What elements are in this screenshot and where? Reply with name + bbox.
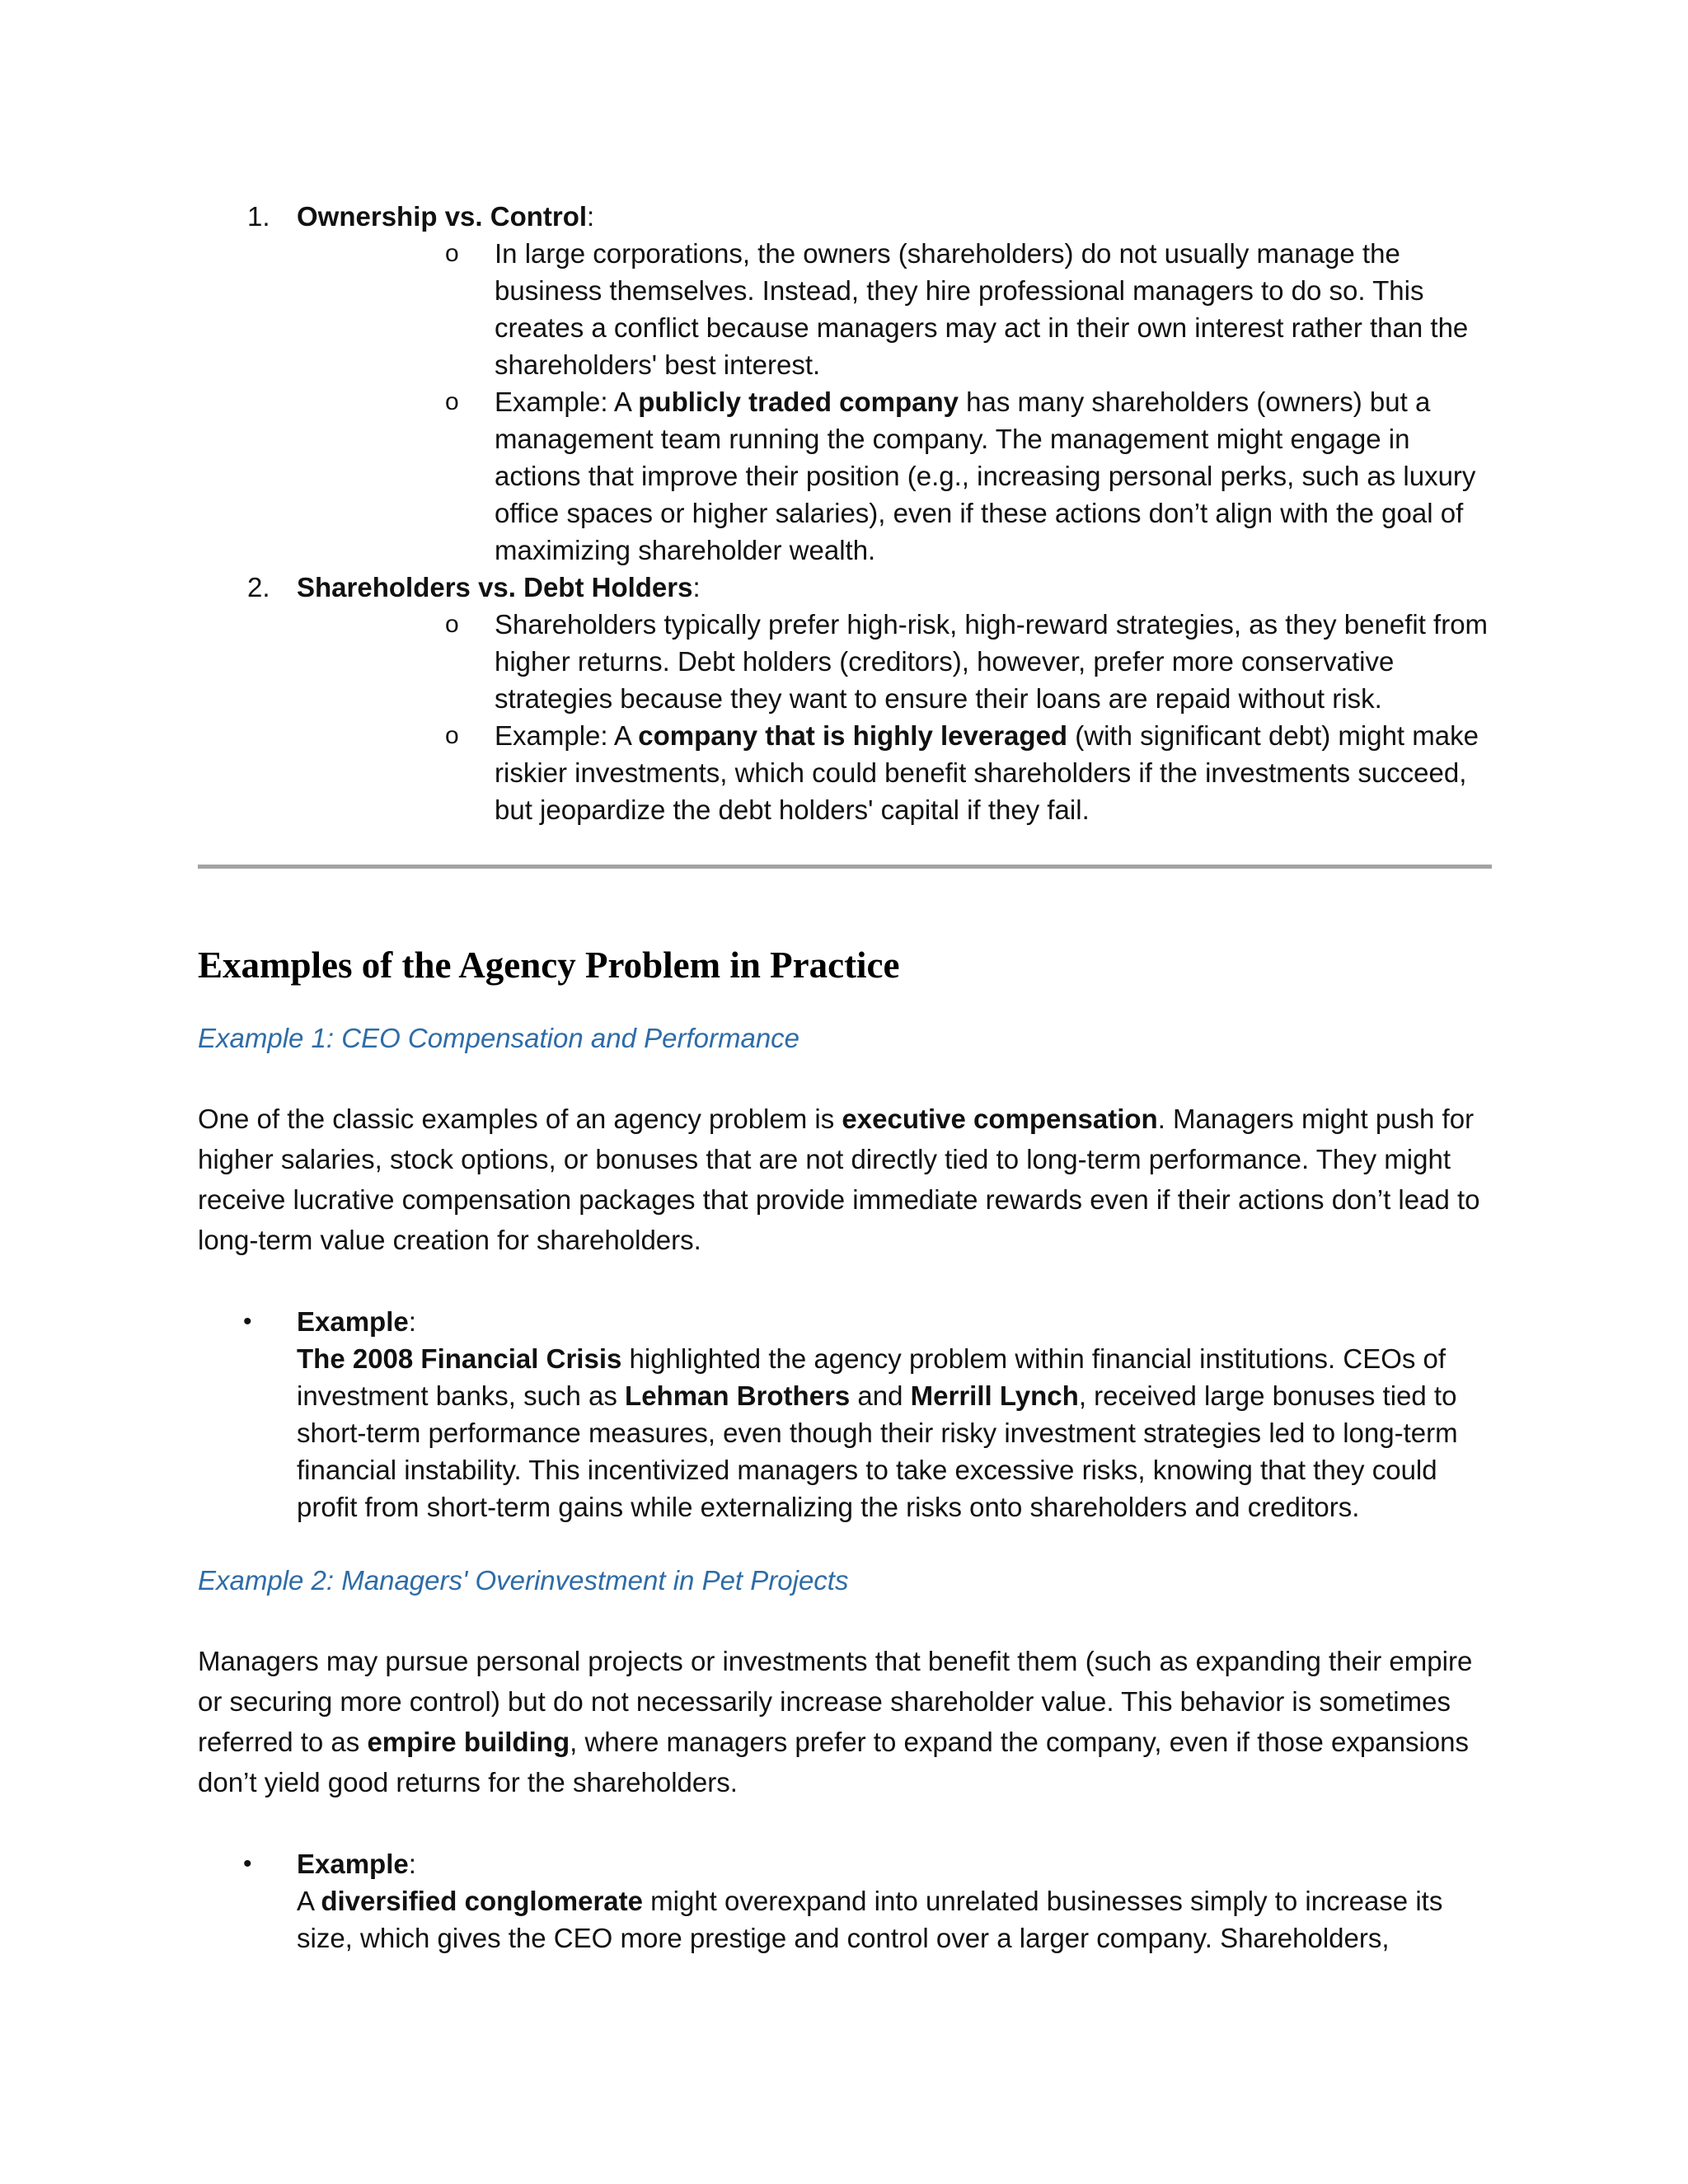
sub-list (297, 235, 1492, 569)
paragraph-bold: empire building (367, 1727, 570, 1757)
sub-item-text: has many shareholders (owners) but a management team running the company. The management might engage in actions that improve their position (e.g., increasing personal perks, such as luxury office spaces or higher salaries), even if these actions don’t align with the goal of maximizing shareholder wealth. (495, 387, 1476, 565)
sub-list (297, 606, 1492, 828)
bullet-bold: The 2008 Financial Crisis (297, 1343, 622, 1374)
bullet-body (297, 1340, 1492, 1526)
sub-item-text: Example: A (495, 387, 639, 417)
list-item-ownership-vs-control (198, 198, 1492, 569)
sub-item-bold: company that is highly leveraged (638, 720, 1068, 751)
sub-list-item (297, 235, 1492, 383)
circle-bullet-icon: o (445, 240, 459, 267)
bullet-label: Example (297, 1849, 409, 1879)
example-1-bullet-list (198, 1303, 1492, 1526)
paragraph-bold: executive compensation (842, 1104, 1158, 1134)
example-2-paragraph (198, 1641, 1492, 1802)
bullet-label-colon: : (408, 1849, 416, 1879)
example-1-heading: Example 1: CEO Compensation and Performance (198, 1023, 800, 1053)
bullet-label: Example (297, 1306, 409, 1337)
example-1-paragraph (198, 1099, 1492, 1260)
example-2-bullet-list (198, 1845, 1492, 1957)
bullet-text: A (297, 1886, 321, 1916)
paragraph-text: Managers may pursue personal projects or investments that benefit them (such as expanding their empire or securing more control) but do not necessarily increase shareholder value. This behavior is sometimes referred to as (198, 1646, 1473, 1757)
example-2-heading: Example 2: Managers' Overinvestment in Pet Projects (198, 1565, 849, 1596)
bullet-item (198, 1303, 1492, 1526)
list-item-title: Ownership vs. Control (297, 201, 588, 232)
list-item-title: Shareholders vs. Debt Holders (297, 572, 693, 602)
sub-list-item (297, 606, 1492, 717)
list-item-colon: : (587, 201, 595, 232)
circle-bullet-icon: o (445, 722, 459, 749)
sub-item-text: In large corporations, the owners (shareholders) do not usually manage the business themselves. Instead, they hire professional managers to do so. This creates a conflict because managers may act in their own interest rather than the shareholders' best interest. (495, 238, 1469, 380)
list-number: 2. (247, 572, 270, 602)
list-item-colon: : (692, 572, 701, 602)
bullet-text: , received large bonuses tied to short-term performance measures, even though their risky investment strategies led to long-term financial instability. This incentivized managers to take excessive risks, knowing that they could profit from short-term gains while externalizing the risks onto shareholders and creditors. (297, 1380, 1458, 1522)
sub-item-text: Shareholders typically prefer high-risk, high-reward strategies, as they benefit from higher returns. Debt holders (creditors), however, prefer more conservative strategies because they want to ensure their loans are repaid without risk. (495, 609, 1489, 714)
circle-bullet-icon: o (445, 611, 459, 638)
bullet-text: highlighted the agency problem within financial institutions. CEOs of investment banks, such as (297, 1343, 1447, 1411)
section-heading: Examples of the Agency Problem in Practice (198, 944, 900, 986)
paragraph-text: . Managers might push for higher salaries, stock options, or bonuses that are not directly tied to long-term performance. They might receive lucrative compensation packages that provide immediate rewards even if their actions don’t lead to long-term value creation for shareholders. (198, 1104, 1480, 1255)
sub-list-item (297, 383, 1492, 569)
circle-bullet-icon: o (445, 388, 459, 415)
bullet-icon: • (243, 1308, 252, 1335)
bullet-bold: diversified conglomerate (321, 1886, 643, 1916)
list-number: 1. (247, 201, 270, 232)
sub-item-text: (with significant debt) might make riskier investments, which could benefit shareholders if the investments succeed, but jeopardize the debt holders' capital if they fail. (495, 720, 1479, 825)
numbered-list (198, 198, 1492, 828)
bullet-bold: Merrill Lynch (910, 1380, 1079, 1411)
sub-list-item (297, 717, 1492, 828)
bullet-bold: Lehman Brothers (625, 1380, 851, 1411)
document-page (198, 198, 1492, 1957)
bullet-item (198, 1845, 1492, 1957)
sub-item-text: Example: A (495, 720, 639, 751)
bullet-text: might overexpand into unrelated businesses simply to increase its size, which gives the CEO more prestige and control over a larger company. Shareholders, (297, 1886, 1443, 1953)
sub-item-bold: publicly traded company (638, 387, 959, 417)
list-item-shareholders-vs-debt-holders (198, 569, 1492, 828)
bullet-label-colon: : (408, 1306, 416, 1337)
paragraph-text: One of the classic examples of an agency problem is (198, 1104, 842, 1134)
bullet-icon: • (243, 1850, 252, 1877)
bullet-body (297, 1882, 1492, 1957)
horizontal-rule (198, 865, 1492, 869)
paragraph-text: , where managers prefer to expand the company, even if those expansions don’t yield good returns for the shareholders. (198, 1727, 1469, 1797)
bullet-text: and (850, 1380, 911, 1411)
